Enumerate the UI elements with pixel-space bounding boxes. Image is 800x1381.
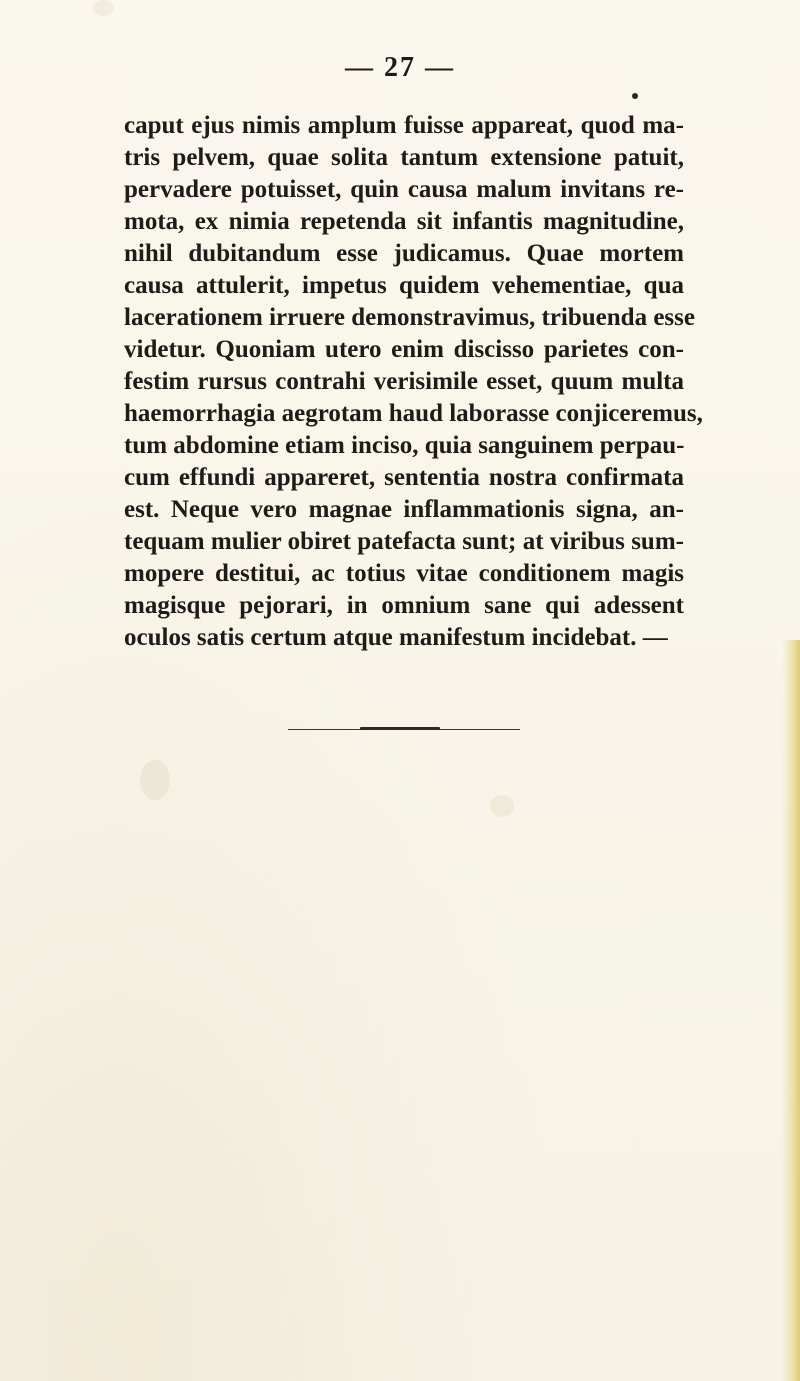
text-line: est. Neque vero magnae inflammationis signa, an- (124, 496, 684, 523)
text-line: mota, ex nimia repetenda sit infantis magnitudine, (124, 208, 684, 235)
section-divider-center (360, 727, 440, 730)
text-line: oculos satis certum atque manifestum incidebat. — (124, 624, 668, 651)
ink-dot (632, 93, 638, 99)
text-line: nihil dubitandum esse judicamus. Quae mortem (124, 240, 684, 267)
paper-spot (490, 795, 514, 817)
text-line: causa attulerit, impetus quidem vehementiae, qua (124, 272, 684, 299)
text-line: cum effundi appareret, sententia nostra confirmata (124, 464, 684, 491)
text-line: caput ejus nimis amplum fuisse appareat, quod ma- (124, 112, 684, 139)
text-line: pervadere potuisset, quin causa malum invitans re- (124, 176, 684, 203)
text-line: magisque pejorari, in omnium sane qui adessent (124, 592, 684, 619)
text-line: lacerationem irruere demonstravimus, tribuenda esse (124, 304, 695, 331)
paper-spot (140, 760, 170, 800)
text-line: festim rursus contrahi verisimile esset, quum multa (124, 368, 684, 395)
text-line: haemorrhagia aegrotam haud laborasse conjiceremus, (124, 400, 703, 427)
text-line: tris pelvem, quae solita tantum extensione patuit, (124, 144, 684, 171)
body-paragraph (124, 110, 703, 654)
page-edge-stain (782, 640, 800, 1381)
text-line: tequam mulier obiret patefacta sunt; at viribus sum- (124, 528, 684, 555)
text-line: videtur. Quoniam utero enim discisso parietes con- (124, 336, 684, 363)
text-line: mopere destitui, ac totius vitae conditionem magis (124, 560, 684, 587)
paper-spot (92, 0, 114, 16)
text-line: tum abdomine etiam inciso, quia sanguinem perpau- (124, 432, 685, 459)
page-number: — 27 — (345, 52, 455, 83)
